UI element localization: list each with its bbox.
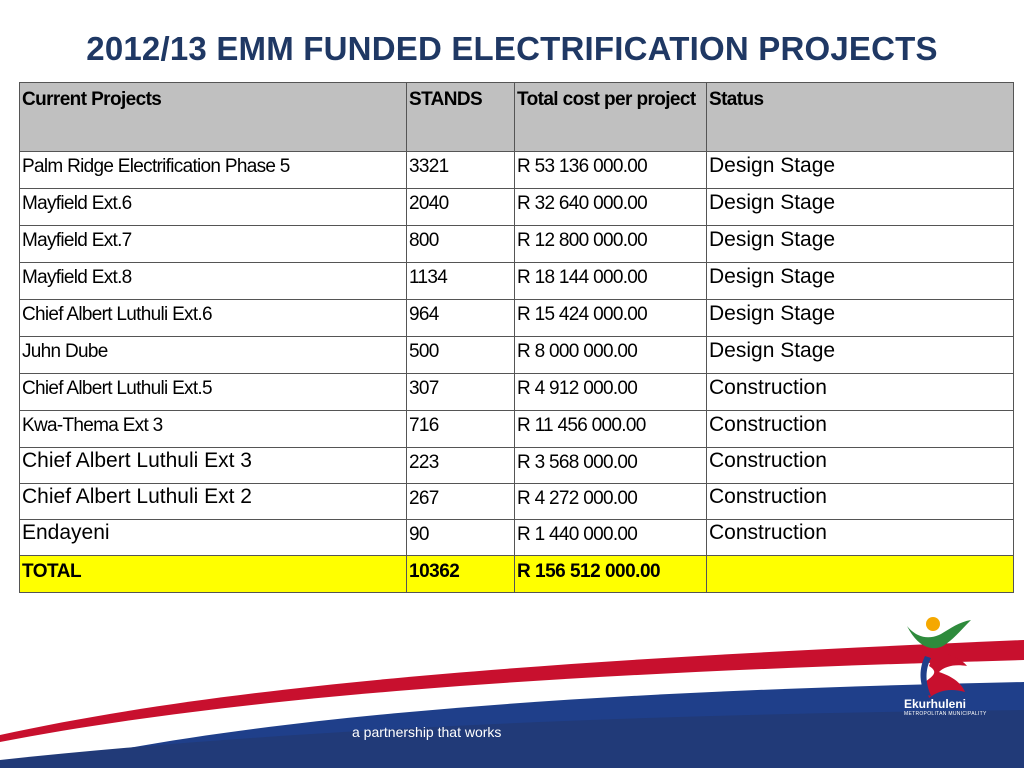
stands-cell: 3321 (407, 152, 515, 189)
project-cell: Palm Ridge Electrification Phase 5 (20, 152, 407, 189)
cost-cell: R 4 912 000.00 (515, 374, 707, 411)
table-row (20, 189, 1014, 226)
total-cost: R 156 512 000.00 (515, 556, 707, 593)
slide-title: 2012/13 EMM FUNDED ELECTRIFICATION PROJECTS (86, 30, 938, 67)
column-header-stands: STANDS (407, 83, 515, 152)
project-cell: Chief Albert Luthuli Ext.5 (20, 374, 407, 411)
total-label: TOTAL (20, 556, 407, 593)
project-cell: Kwa-Thema Ext 3 (20, 411, 407, 448)
status-cell: Construction (707, 374, 1014, 411)
cost-cell: R 3 568 000.00 (515, 448, 707, 484)
cost-cell: R 12 800 000.00 (515, 226, 707, 263)
project-cell: Mayfield Ext.8 (20, 263, 407, 300)
stands-cell: 1134 (407, 263, 515, 300)
cost-cell: R 15 424 000.00 (515, 300, 707, 337)
cost-cell: R 8 000 000.00 (515, 337, 707, 374)
stands-cell: 90 (407, 520, 515, 556)
status-cell: Construction (707, 520, 1014, 556)
stands-cell: 307 (407, 374, 515, 411)
cost-cell: R 32 640 000.00 (515, 189, 707, 226)
status-cell: Construction (707, 411, 1014, 448)
table-row (20, 411, 1014, 448)
status-cell: Construction (707, 484, 1014, 520)
project-cell: Chief Albert Luthuli Ext 3 (20, 448, 407, 484)
logo-subtitle: METROPOLITAN MUNICIPALITY (904, 711, 987, 717)
table-row (20, 484, 1014, 520)
table-row (20, 263, 1014, 300)
stands-cell: 223 (407, 448, 515, 484)
table-row (20, 448, 1014, 484)
project-cell: Mayfield Ext.6 (20, 189, 407, 226)
status-cell: Design Stage (707, 226, 1014, 263)
logo-name: Ekurhuleni (904, 697, 967, 711)
status-cell: Design Stage (707, 300, 1014, 337)
column-header-cost: Total cost per project (515, 83, 707, 152)
stands-cell: 500 (407, 337, 515, 374)
total-stands: 10362 (407, 556, 515, 593)
total-row (20, 556, 1014, 593)
cost-cell: R 4 272 000.00 (515, 484, 707, 520)
table-row (20, 152, 1014, 189)
table-row (20, 300, 1014, 337)
status-cell: Design Stage (707, 152, 1014, 189)
cost-cell: R 11 456 000.00 (515, 411, 707, 448)
cost-cell: R 1 440 000.00 (515, 520, 707, 556)
stands-cell: 800 (407, 226, 515, 263)
stands-cell: 716 (407, 411, 515, 448)
project-cell: Juhn Dube (20, 337, 407, 374)
column-header-status: Status (707, 83, 1014, 152)
total-status (707, 556, 1014, 593)
column-header-project: Current Projects (20, 83, 407, 152)
table-row (20, 226, 1014, 263)
projects-table (19, 82, 1014, 593)
project-cell: Mayfield Ext.7 (20, 226, 407, 263)
stands-cell: 964 (407, 300, 515, 337)
table-row (20, 520, 1014, 556)
project-cell: Chief Albert Luthuli Ext.6 (20, 300, 407, 337)
cost-cell: R 18 144 000.00 (515, 263, 707, 300)
stands-cell: 2040 (407, 189, 515, 226)
status-cell: Construction (707, 448, 1014, 484)
table-row (20, 374, 1014, 411)
status-cell: Design Stage (707, 263, 1014, 300)
status-cell: Design Stage (707, 189, 1014, 226)
cost-cell: R 53 136 000.00 (515, 152, 707, 189)
table-row (20, 337, 1014, 374)
footer-tagline: a partnership that works (352, 724, 502, 740)
project-cell: Endayeni (20, 520, 407, 556)
project-cell: Chief Albert Luthuli Ext 2 (20, 484, 407, 520)
footer-swoosh-graphic (0, 610, 1024, 768)
table-header-row (20, 83, 1014, 152)
status-cell: Design Stage (707, 337, 1014, 374)
stands-cell: 267 (407, 484, 515, 520)
